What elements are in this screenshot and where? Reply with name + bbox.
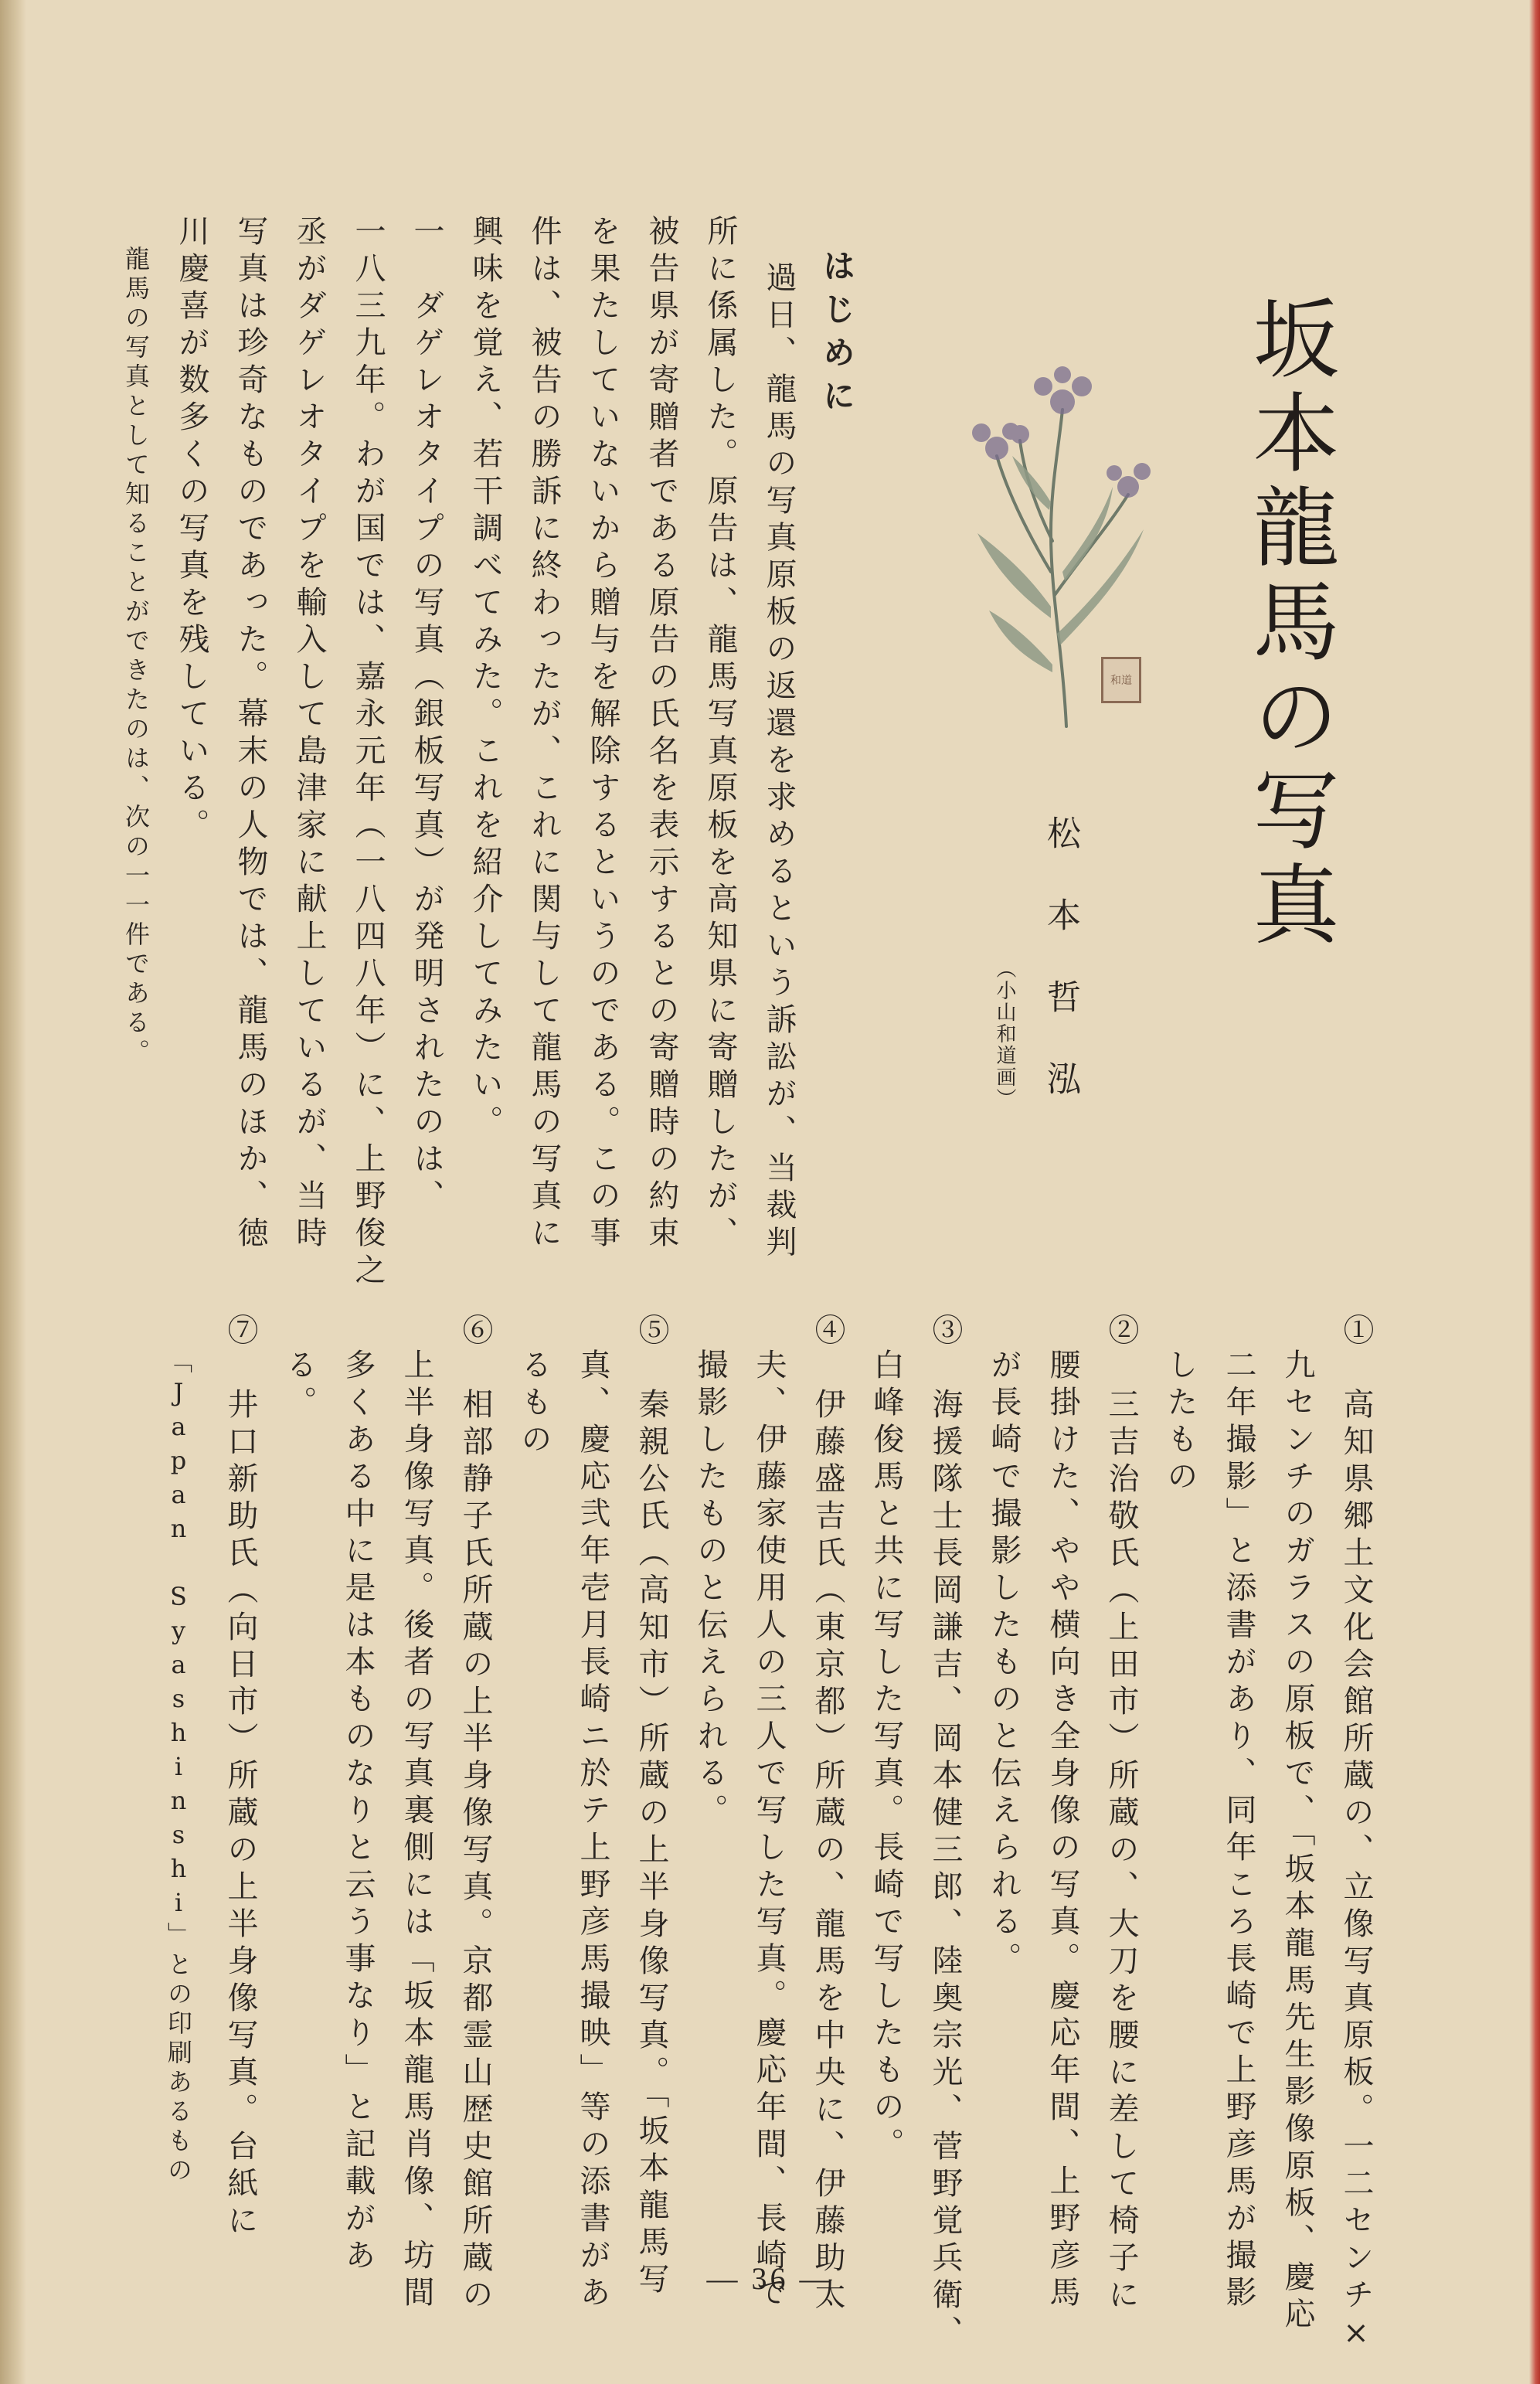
page-edge (1529, 0, 1540, 2384)
text-column: ⑤ 秦親公氏（高知市）所蔵の上半身像写真。「坂本龍馬写 (634, 1314, 669, 2300)
text-column-note: 「Japan Syashinshi」との印刷あるもの (164, 1348, 193, 2186)
text-column: 白峰俊馬と共に写した写真。長崎で写したもの。 (869, 1348, 904, 2165)
text-column: 撮影したものと伝えられる。 (692, 1348, 728, 1831)
text-column: 多くある中に是は本ものなりと云う事なり」と記載があ (340, 1348, 376, 2276)
text-column: 一八三九年。わが国では、嘉永元年（一八四八年）に、上野俊之 (350, 215, 386, 1291)
text-column: 丞がダゲレオタイプを輸入して島津家に献上しているが、当時 (291, 215, 327, 1253)
article-title: 坂本龍馬の写真 (1239, 294, 1339, 954)
text-column: 所に係属した。原告は、龍馬写真原板を高知県に寄贈したが、 (702, 215, 738, 1253)
text-column: 九センチのガラスの原板で、「坂本龍馬先生影像原板、慶応 (1280, 1348, 1315, 2335)
section-heading: はじめに (818, 249, 856, 422)
text-column-note: 龍馬の写真として知ることができたのは、次の一一件である。 (121, 246, 151, 1068)
text-column: 上半身像写真。後者の写真裏側には「坂本龍馬肖像、坊間 (399, 1348, 434, 2313)
text-column: る。 (281, 1348, 317, 1423)
text-column: 過日、龍馬の写真原板の返還を求めるという訴訟が、当裁判 (761, 261, 797, 1263)
page-number: ― 36 ― (706, 2261, 834, 2296)
text-column: ④ 伊藤盛吉氏（東京都）所蔵の、龍馬を中央に、伊藤助太 (810, 1314, 845, 2315)
text-column: したもの (1162, 1348, 1198, 1497)
text-column: 被告県が寄贈者である原告の氏名を表示するとの寄贈時の約束 (644, 215, 679, 1253)
text-column: 写真は珍奇なものであった。幕末の人物では、龍馬のほか、徳 (233, 215, 268, 1253)
text-column: ① 高知県郷土文化会館所蔵の、立像写真原板。一二センチ× (1338, 1314, 1374, 2357)
text-column: が長崎で撮影したものと伝えられる。 (986, 1348, 1022, 1979)
artist-seal: 和道 (1101, 657, 1141, 703)
page-spine-shadow (0, 0, 26, 2384)
text-column: 二年撮影」と添書があり、同年ころ長崎で上野彦馬が撮影 (1221, 1348, 1256, 2313)
text-column: 夫、伊藤家使用人の三人で写した写真。慶応年間、長崎で (751, 1348, 787, 2313)
text-column: ③ 海援隊士長岡謙吉、岡本健三郎、陸奥宗光、菅野覚兵衛、 (927, 1314, 963, 2352)
text-column: を果たしていないから贈与を解除するというのである。この事 (585, 215, 620, 1253)
text-column: 真、慶応弐年壱月長崎ニ於テ上野彦馬撮映」等の添書があ (575, 1348, 610, 2313)
text-column: ② 三吉治敬氏（上田市）所蔵の、大刀を腰に差して椅子に (1103, 1314, 1139, 2315)
illustration-credit: （小山和道画） (993, 958, 1016, 1110)
text-column: 川慶喜が数多くの写真を残している。 (174, 215, 209, 845)
text-column: るもの (516, 1348, 552, 1460)
text-column: 一 ダゲレオタイプの写真（銀板写真）が発明されたのは、 (409, 215, 444, 1216)
text-column: ⑦ 井口新助氏（向日市）所蔵の上半身像写真。台紙に (223, 1314, 258, 2241)
text-column: 興味を覚え、若干調べてみた。これを紹介してみたい。 (467, 215, 503, 1142)
text-column: ⑥ 相部静子氏所蔵の上半身像写真。京都霊山歴史館所蔵の (457, 1314, 493, 2315)
text-column: 件は、被告の勝訴に終わったが、これに関与して龍馬の写真に (526, 215, 562, 1253)
author-name: 松本哲泓 (1041, 815, 1080, 1143)
text-column: 腰掛けた、やや横向き全身像の写真。慶応年間、上野彦馬 (1045, 1348, 1080, 2313)
